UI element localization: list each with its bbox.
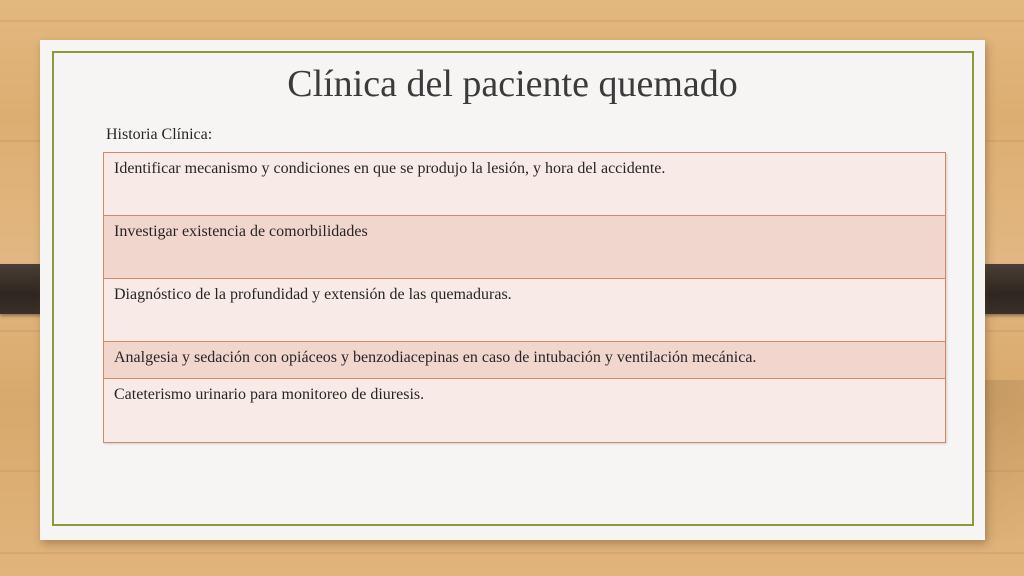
history-table [103,152,946,443]
row-text: Cateterismo urinario para monitoreo de diuresis. [114,386,425,403]
table-row [104,216,945,279]
row-text: Analgesia y sedación con opiáceos y benzodiacepinas en caso de intubación y ventilación mecánica. [114,349,757,366]
row-text: Identificar mecanismo y condiciones en que se produjo la lesión, y hora del accidente. [114,160,666,177]
wood-grain [0,20,1024,22]
table-row [104,342,945,379]
row-text: Diagnóstico de la profundidad y extensión de las quemaduras. [114,286,512,303]
table-row [104,379,945,442]
row-text: Investigar existencia de comorbilidades [114,223,368,240]
table-row [104,153,945,216]
section-label: Historia Clínica: [106,126,213,143]
wood-grain [0,552,1024,554]
slide-card [40,40,985,540]
table-row [104,279,945,342]
slide-title: Clínica del paciente quemado [287,63,738,105]
